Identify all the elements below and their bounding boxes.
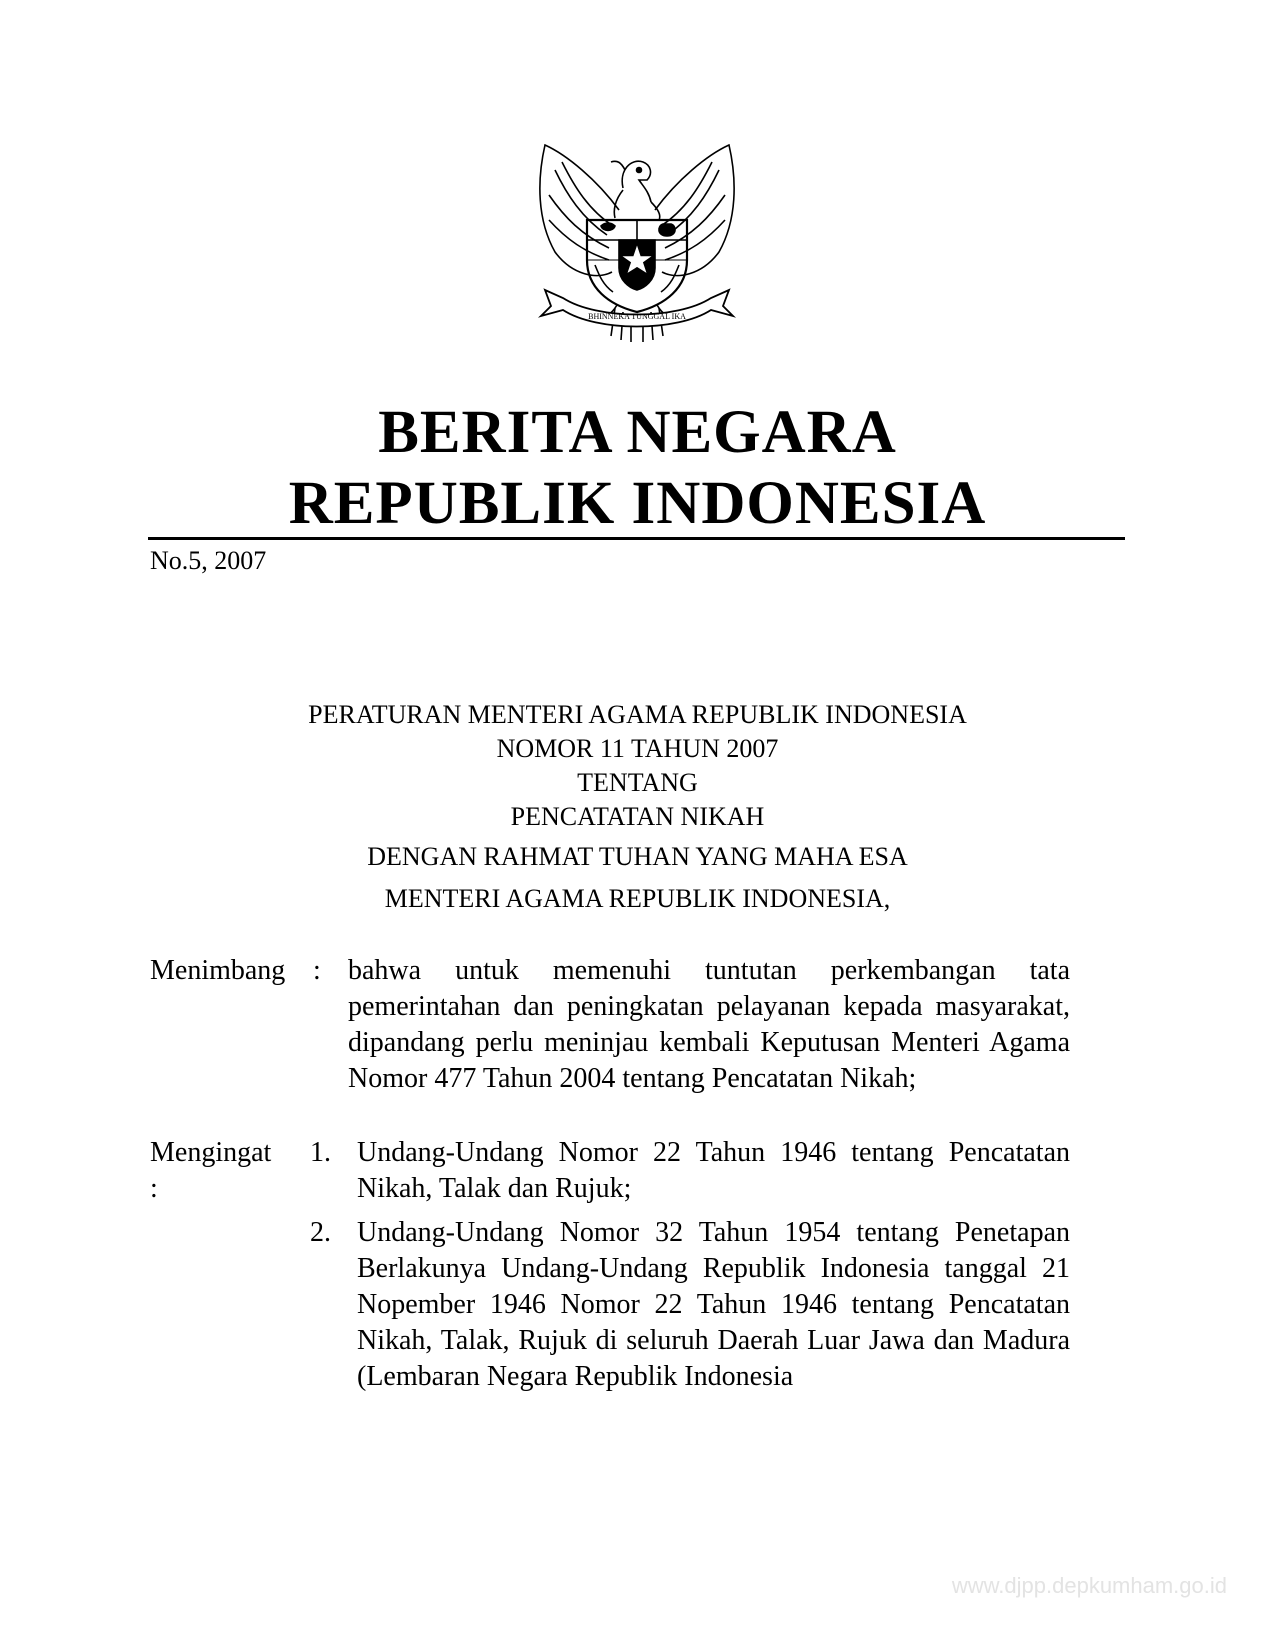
issue-number: No.5, 2007 — [150, 546, 267, 575]
masthead-subtitle: REPUBLIK INDONESIA — [288, 470, 987, 537]
mengingat-label: Mengingat : — [150, 1137, 272, 1204]
emblem-motto: BHINNEKA TUNGGAL IKA — [588, 312, 686, 321]
menimbang-text: bahwa untuk memenuhi tuntutan perkembangan tata pemerintahan dan peningkatan pelayanan kepada masyarakat, dipandang perlu meninjau kembali Keputusan Menteri Agama Nomor 477 Tahun 2004 tentang Pencatatan Nikah; — [348, 955, 1070, 1094]
regulation-title-block — [0, 698, 1275, 916]
invocation-line: DENGAN RAHMAT TUHAN YANG MAHA ESA — [367, 842, 908, 871]
regulation-title-line: PERATURAN MENTERI AGAMA REPUBLIK INDONESIA — [308, 700, 967, 729]
masthead-title: BERITA NEGARA — [378, 399, 897, 466]
masthead-divider — [148, 537, 1125, 540]
garuda-emblem-icon — [527, 140, 747, 355]
regulation-tentang: TENTANG — [577, 768, 698, 797]
mengingat-item-text: Undang-Undang Nomor 32 Tahun 1954 tentang Penetapan Berlakunya Undang-Undang Republik Indonesia tanggal 21 Nopember 1946 Nomor 22 Tahun 1946 tentang Pencatatan Nikah, Talak, Rujuk di seluruh Daerah Luar Jawa dan Madura (Lembaran Negara Republik Indonesia — [357, 1217, 1070, 1392]
regulation-number: NOMOR 11 TAHUN 2007 — [496, 734, 779, 763]
menimbang-label: Menimbang — [150, 955, 286, 986]
watermark-url: www.djpp.depkumham.go.id — [951, 1573, 1227, 1598]
mengingat-item-number: 1. — [310, 1137, 331, 1168]
regulation-subject: PENCATATAN NIKAH — [510, 802, 765, 831]
minister-line: MENTERI AGAMA REPUBLIK INDONESIA, — [384, 884, 891, 913]
menimbang-colon: : — [313, 955, 321, 986]
mengingat-item-text: Undang-Undang Nomor 22 Tahun 1946 tentang Pencatatan Nikah, Talak dan Rujuk; — [357, 1137, 1070, 1204]
mengingat-item-number: 2. — [310, 1217, 331, 1248]
